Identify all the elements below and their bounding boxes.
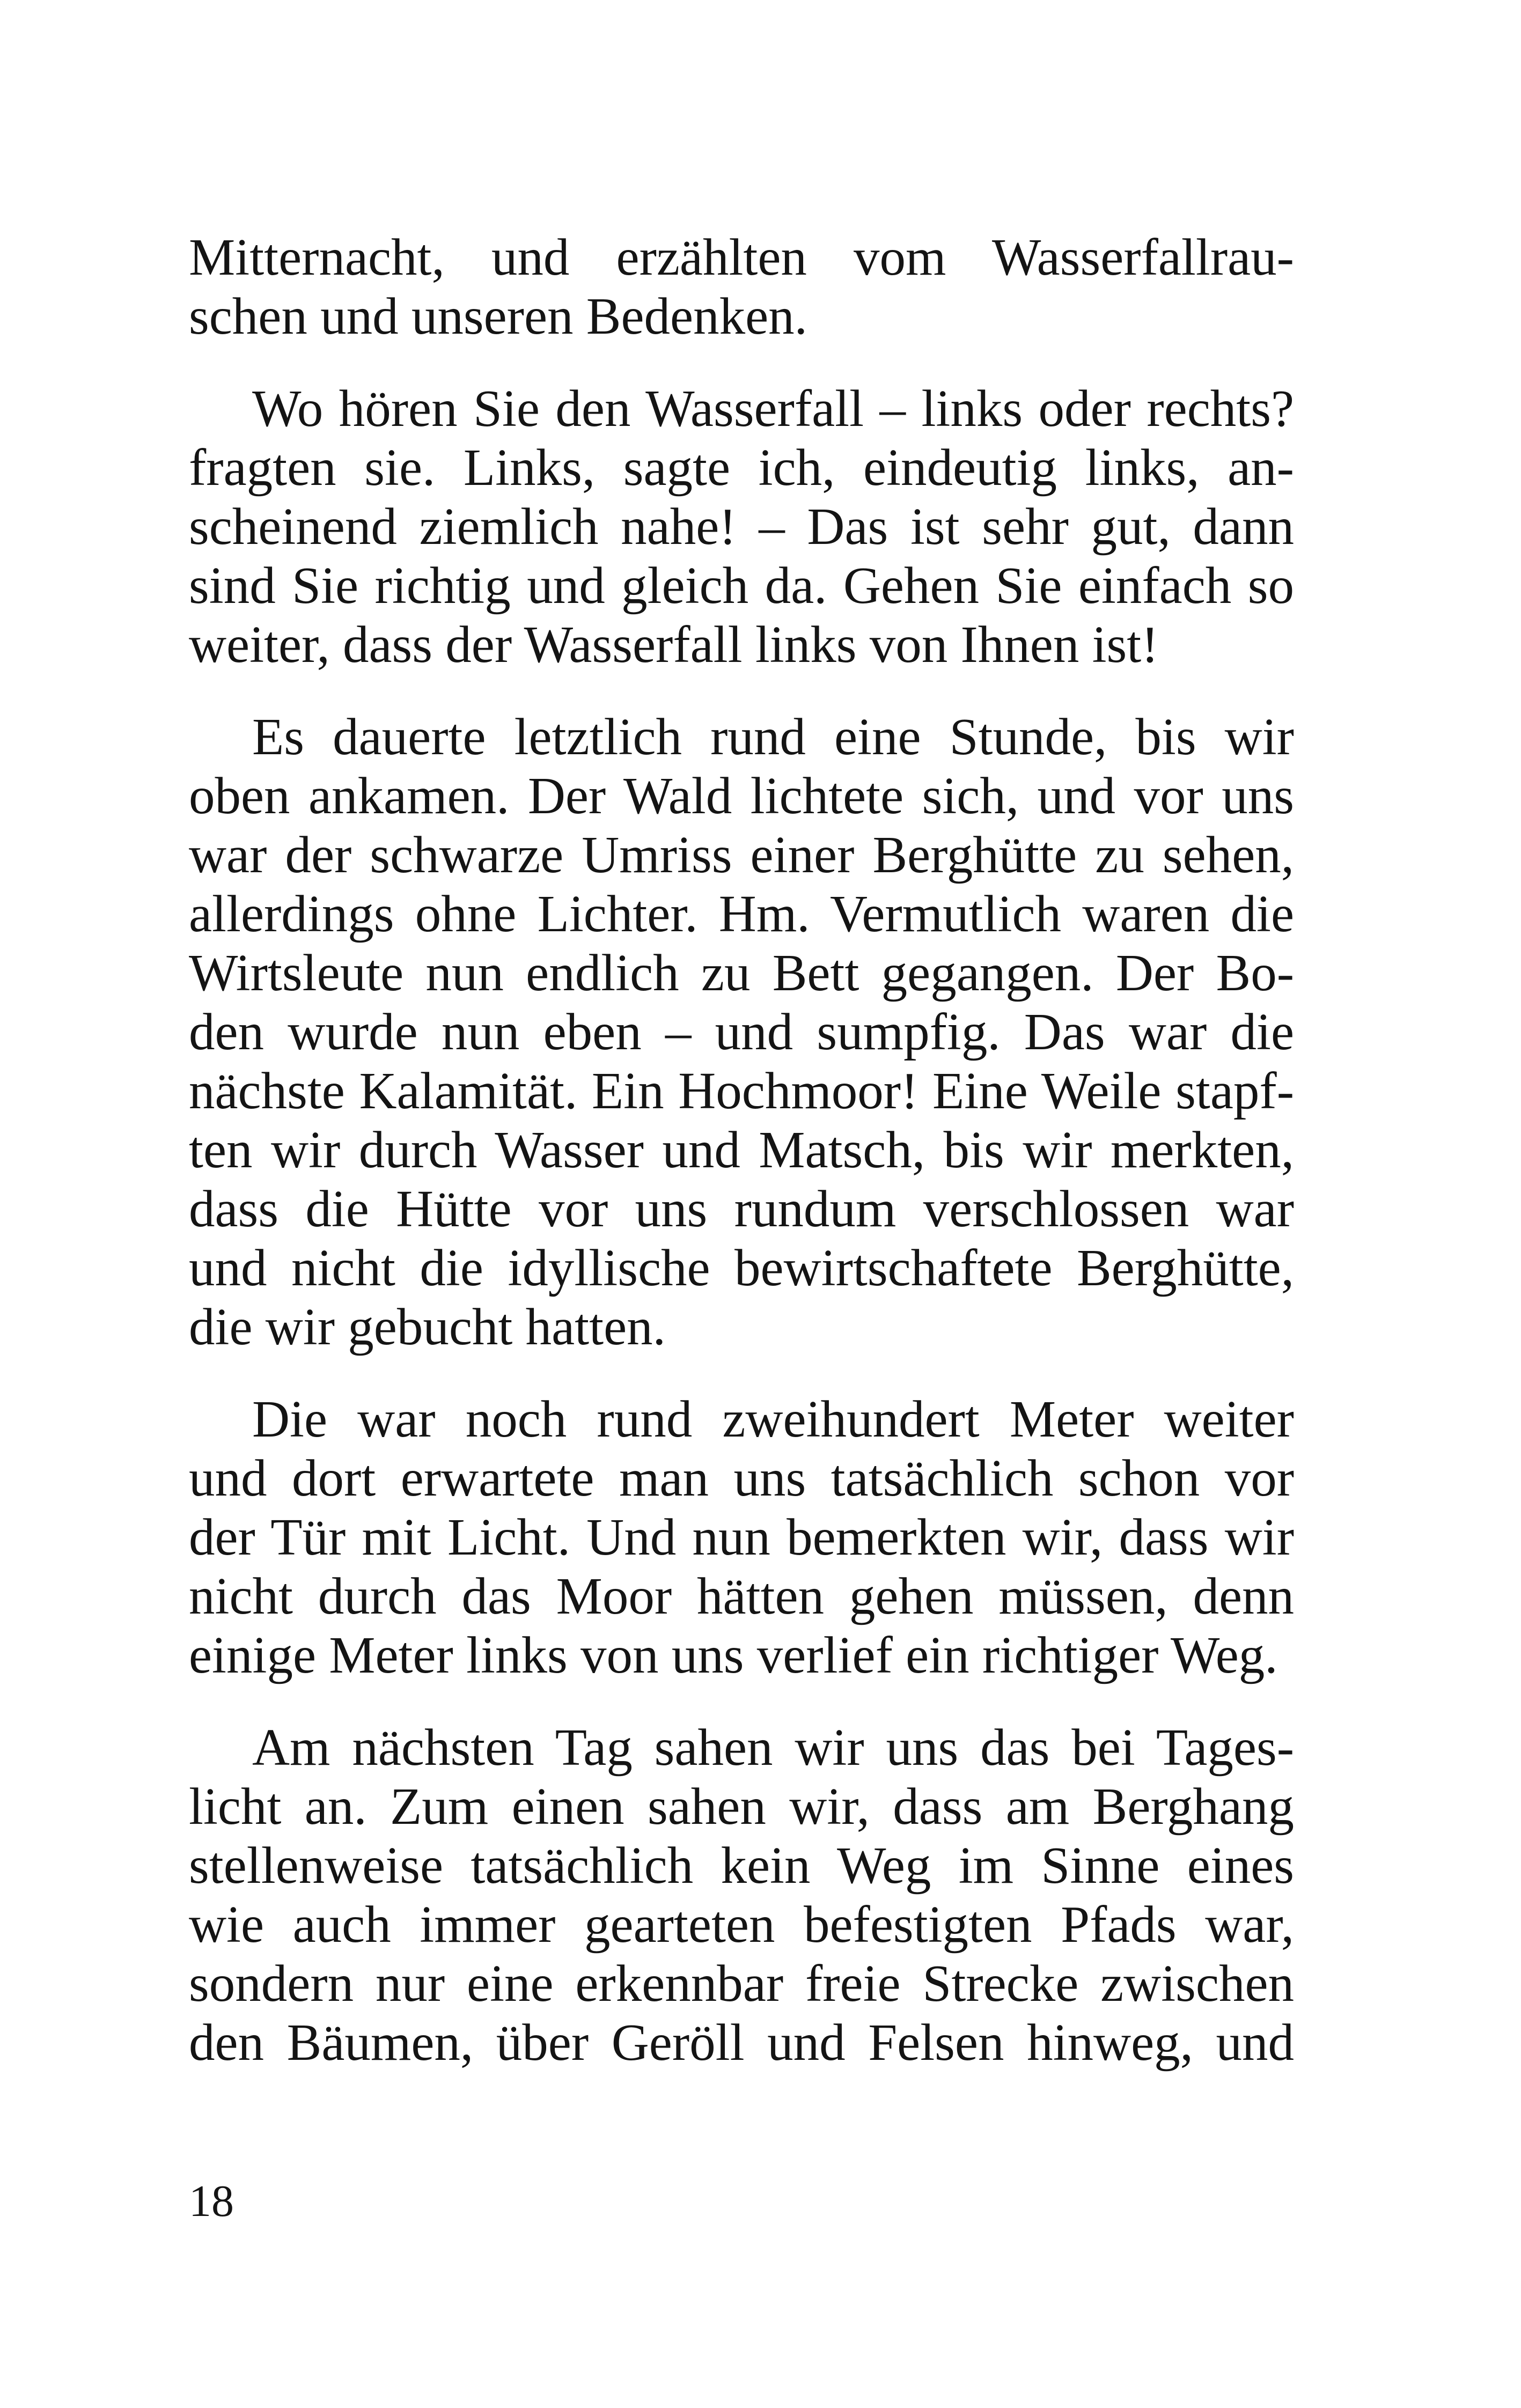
text-line: schen und unseren Bedenken.: [189, 288, 807, 345]
text-line: und dort erwartete man uns tatsächlich schon vor: [189, 1449, 1294, 1507]
text-line: sind Sie richtig und gleich da. Gehen Sie einfach so: [189, 557, 1294, 614]
text-line: ten wir durch Wasser und Matsch, bis wir merkten,: [189, 1121, 1294, 1179]
text-line: einige Meter links von uns verlief ein richtiger Weg.: [189, 1626, 1278, 1684]
text-line: Die war noch rund zweihundert Meter weiter: [252, 1390, 1294, 1448]
text-line: Am nächsten Tag sahen wir uns das bei Tages-: [252, 1719, 1294, 1776]
text-line: Es dauerte letztlich rund eine Stunde, bis wir: [252, 708, 1294, 765]
text-line: licht an. Zum einen sahen wir, dass am Berghang: [189, 1778, 1294, 1835]
text-line: dass die Hütte vor uns rundum verschlossen war: [189, 1180, 1294, 1238]
text-line: war der schwarze Umriss einer Berghütte zu sehen,: [189, 826, 1294, 883]
paragraph-2: [189, 379, 1294, 674]
text-line: oben ankamen. Der Wald lichtete sich, und vor uns: [189, 767, 1294, 824]
paragraph-3: [189, 708, 1294, 1357]
text-line: Wirtsleute nun endlich zu Bett gegangen. Der Bo-: [189, 944, 1294, 1002]
text-line: den wurde nun eben – und sumpfig. Das war die: [189, 1003, 1294, 1061]
text-line: den Bäumen, über Geröll und Felsen hinweg, und: [189, 2014, 1294, 2071]
text-line: scheinend ziemlich nahe! – Das ist sehr gut, dann: [189, 498, 1294, 555]
text-line: und nicht die idyllische bewirtschaftete Berghütte,: [189, 1239, 1294, 1297]
text-line: stellenweise tatsächlich kein Weg im Sinne eines: [189, 1837, 1294, 1894]
body-text: [189, 228, 1294, 2105]
text-line: nächste Kalamität. Ein Hochmoor! Eine Weile stapf-: [189, 1062, 1294, 1120]
text-line: Wo hören Sie den Wasserfall – links oder rechts?: [252, 380, 1294, 437]
text-line: der Tür mit Licht. Und nun bemerkten wir, dass wir: [189, 1508, 1294, 1566]
paragraph-4: [189, 1390, 1294, 1685]
text-line: Mitternacht, und erzählten vom Wasserfallrau-: [189, 229, 1294, 286]
paragraph-5: [189, 1718, 1294, 2072]
text-line: allerdings ohne Lichter. Hm. Vermutlich waren die: [189, 885, 1294, 942]
text-line: fragten sie. Links, sagte ich, eindeutig links, an-: [189, 439, 1294, 496]
text-line: die wir gebucht hatten.: [189, 1298, 666, 1356]
text-line: wie auch immer gearteten befestigten Pfads war,: [189, 1896, 1294, 1953]
text-line: sondern nur eine erkennbar freie Strecke zwischen: [189, 1955, 1294, 2012]
paragraph-1: [189, 228, 1294, 346]
page-number: 18: [189, 2176, 234, 2226]
text-line: nicht durch das Moor hätten gehen müssen, denn: [189, 1567, 1294, 1625]
text-line: weiter, dass der Wasserfall links von Ihnen ist!: [189, 616, 1159, 673]
